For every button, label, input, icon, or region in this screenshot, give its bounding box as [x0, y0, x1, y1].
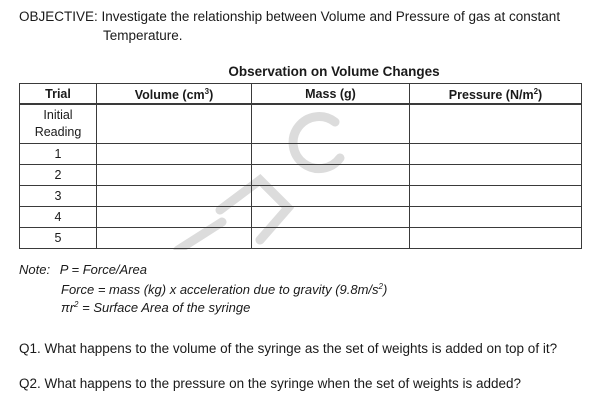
mass-cell[interactable]	[252, 186, 410, 207]
header-volume: Volume $(cm^3)$	[97, 84, 252, 105]
volume-cell[interactable]	[97, 165, 252, 186]
note-line-1	[19, 262, 147, 277]
header-trial: Trial	[20, 84, 97, 105]
volume-cell[interactable]	[97, 186, 252, 207]
trial-cell: 5	[20, 228, 97, 249]
pressure-cell[interactable]	[410, 228, 582, 249]
note-label: Note:	[19, 262, 51, 277]
table-row	[20, 105, 582, 144]
note-formula-area: $\pi r^2$ = Surface Area of the syringe	[61, 300, 251, 315]
volume-cell[interactable]	[97, 207, 252, 228]
mass-cell[interactable]	[252, 165, 410, 186]
table-row	[20, 144, 582, 165]
trial-cell-initial: Initial Reading	[20, 105, 97, 144]
pressure-cell[interactable]	[410, 207, 582, 228]
trial-cell: 4	[20, 207, 97, 228]
pressure-cell[interactable]	[410, 144, 582, 165]
objective-label: OBJECTIVE:	[19, 9, 98, 24]
pressure-cell[interactable]	[410, 105, 582, 144]
objective-line	[19, 7, 560, 26]
question-1: Q1. What happens to the volume of the syringe as the set of weights is added on top of it?	[19, 341, 558, 356]
pressure-cell[interactable]	[410, 165, 582, 186]
observation-table	[19, 83, 582, 249]
trial-cell: 1	[20, 144, 97, 165]
trial-cell: 2	[20, 165, 97, 186]
table-row	[20, 207, 582, 228]
table-header-row	[20, 84, 582, 105]
mass-cell[interactable]	[252, 105, 410, 144]
mass-cell[interactable]	[252, 144, 410, 165]
mass-cell[interactable]	[252, 207, 410, 228]
objective-text: Investigate the relationship between Volume and Pressure of gas at constant	[101, 9, 561, 24]
objective-continuation: Temperature.	[103, 28, 183, 43]
volume-cell[interactable]	[97, 105, 252, 144]
pressure-cell[interactable]	[410, 186, 582, 207]
table-row	[20, 228, 582, 249]
trial-cell: 3	[20, 186, 97, 207]
volume-cell[interactable]	[97, 228, 252, 249]
header-mass: Mass (g)	[252, 84, 410, 105]
table-row	[20, 186, 582, 207]
table-row	[20, 165, 582, 186]
header-pressure: Pressure $(N/m^2)$	[410, 84, 582, 105]
note-formula-pressure: P = Force/Area	[59, 262, 148, 277]
volume-cell[interactable]	[97, 144, 252, 165]
mass-cell[interactable]	[252, 228, 410, 249]
question-2: Q2. What happens to the pressure on the syringe when the set of weights is added?	[19, 376, 522, 391]
table-title: Observation on Volume Changes	[228, 64, 440, 79]
note-formula-force: Force = mass (kg) x acceleration due to gravity $(9.8m/s^2)$	[61, 282, 388, 297]
